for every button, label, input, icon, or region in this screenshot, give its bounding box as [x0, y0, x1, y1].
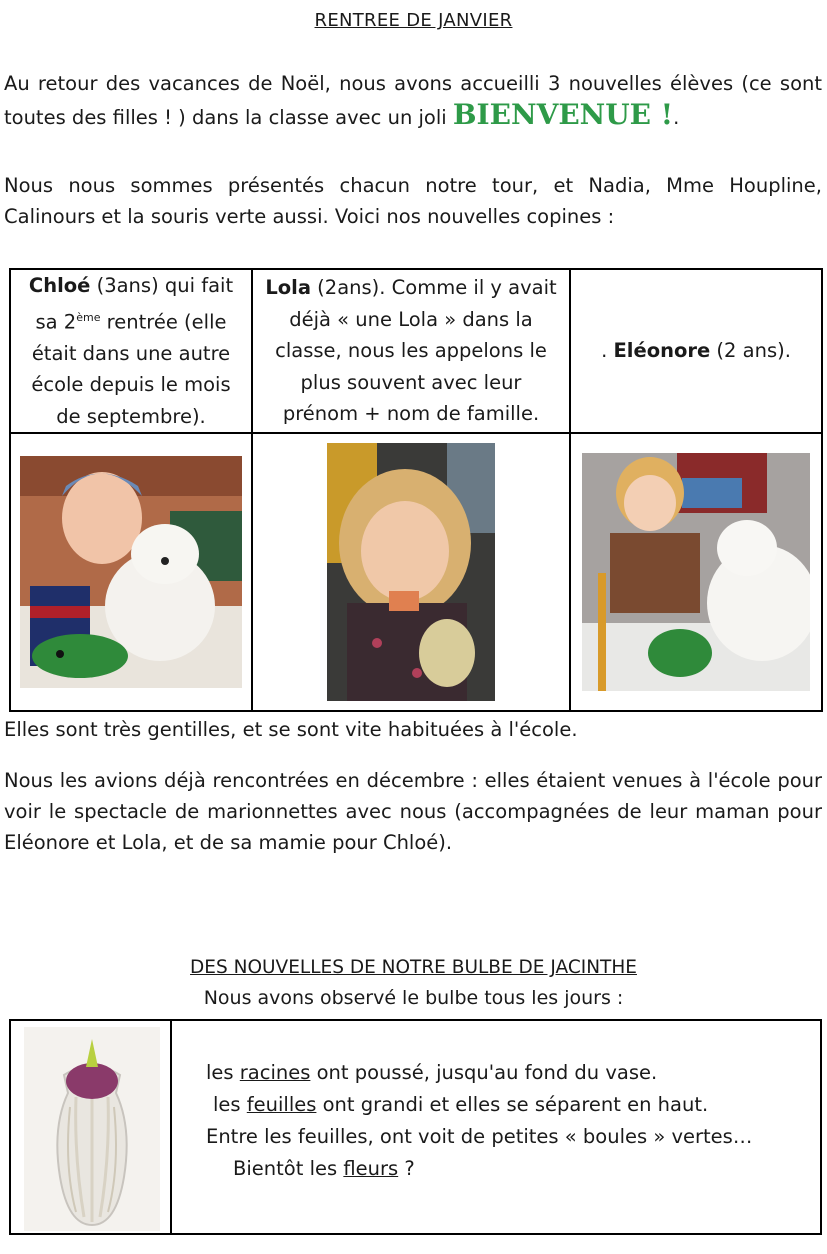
photo-chloe-image — [20, 456, 242, 688]
bulb-photo — [24, 1027, 160, 1231]
intro-text: Au retour des vacances de Noël, nous avons accueilli 3 nouvelles élèves (ce sont toutes des filles ! ) dans la classe avec un joli — [4, 72, 822, 129]
intro-paragraph — [4, 68, 822, 133]
photo-cell-eleonore — [570, 433, 822, 711]
pupil-prefix: . — [601, 339, 614, 363]
bulb-line-post: ont poussé, jusqu'au fond du vase. — [310, 1061, 658, 1084]
gentilles-paragraph: Elles sont très gentilles, et se sont vite habituées à l'école. — [4, 718, 578, 741]
pupils-table — [9, 268, 823, 712]
photo-chloe — [20, 456, 242, 688]
bulb-section-subtitle: Nous avons observé le bulbe tous les jours : — [203, 987, 624, 1009]
bulb-line-pre: les — [213, 1093, 247, 1116]
photo-eleonore-image — [582, 453, 810, 691]
bulb-line-post: ? — [398, 1157, 415, 1180]
bulb-word-racines: racines — [239, 1061, 311, 1084]
pupil-sup: ème — [76, 310, 101, 324]
photo-lola-image — [327, 443, 495, 701]
pupils-text-row — [10, 269, 822, 433]
pupil-name: Lola — [265, 276, 311, 300]
bulb-line-feuilles — [213, 1089, 708, 1121]
pupil-name: Chloé — [28, 274, 91, 297]
bulb-section-title: DES NOUVELLES DE NOTRE BULBE DE JACINTHE — [190, 957, 637, 978]
pupil-desc: (3ans) qui fait sa 2 — [35, 274, 234, 333]
pupils-photo-row — [10, 433, 822, 711]
bulb-line-pre: Bientôt les — [233, 1157, 344, 1180]
pupil-desc-end: rentrée (elle était dans une autre école depuis le mois de septembre). — [31, 310, 231, 428]
photo-cell-chloe — [10, 433, 252, 711]
photo-lola — [327, 443, 495, 701]
bulb-line-post: ont grandi et elles se séparent en haut. — [316, 1093, 709, 1116]
photo-eleonore — [582, 453, 810, 691]
decembre-paragraph: Nous les avions déjà rencontrées en décembre : elles étaient venues à l'école pour voir le spectacle de marionnettes avec nous (accompagnées de leur maman pour Eléonore et Lola, et de sa mamie pour Chloé). — [4, 769, 822, 854]
bulb-word-feuilles: feuilles — [246, 1093, 317, 1116]
bulb-photo-image — [24, 1027, 160, 1231]
presentation-paragraph: Nous nous sommes présentés chacun notre tour, et Nadia, Mme Houpline, Calinours et la souris verte aussi. Voici nos nouvelles copines : — [4, 174, 822, 228]
pupil-desc: (2 ans). — [710, 339, 791, 363]
bulb-line-boules: Entre les feuilles, ont voit de petites « boules » vertes… — [206, 1125, 753, 1148]
page-title: RENTREE DE JANVIER — [314, 10, 513, 31]
pupil-desc: (2ans). Comme il y avait déjà « une Lola » dans la classe, nous les appelons le plus souvent avec leur prénom + nom de famille. — [275, 276, 557, 426]
bulb-divider — [170, 1021, 172, 1233]
bienvenue-highlight: BIENVENUE ! — [452, 98, 674, 131]
bulb-line-fleurs — [233, 1153, 415, 1185]
pupil-cell-eleonore — [570, 269, 822, 433]
pupil-name: Eléonore — [613, 339, 711, 363]
pupil-cell-lola — [252, 269, 570, 433]
intro-end: . — [673, 106, 680, 129]
bulb-line-racines — [206, 1057, 657, 1089]
bulb-line-pre: les — [206, 1061, 240, 1084]
bulb-box — [9, 1019, 822, 1235]
pupil-cell-chloe — [10, 269, 252, 433]
photo-cell-lola — [252, 433, 570, 711]
bulb-word-fleurs: fleurs — [343, 1157, 399, 1180]
